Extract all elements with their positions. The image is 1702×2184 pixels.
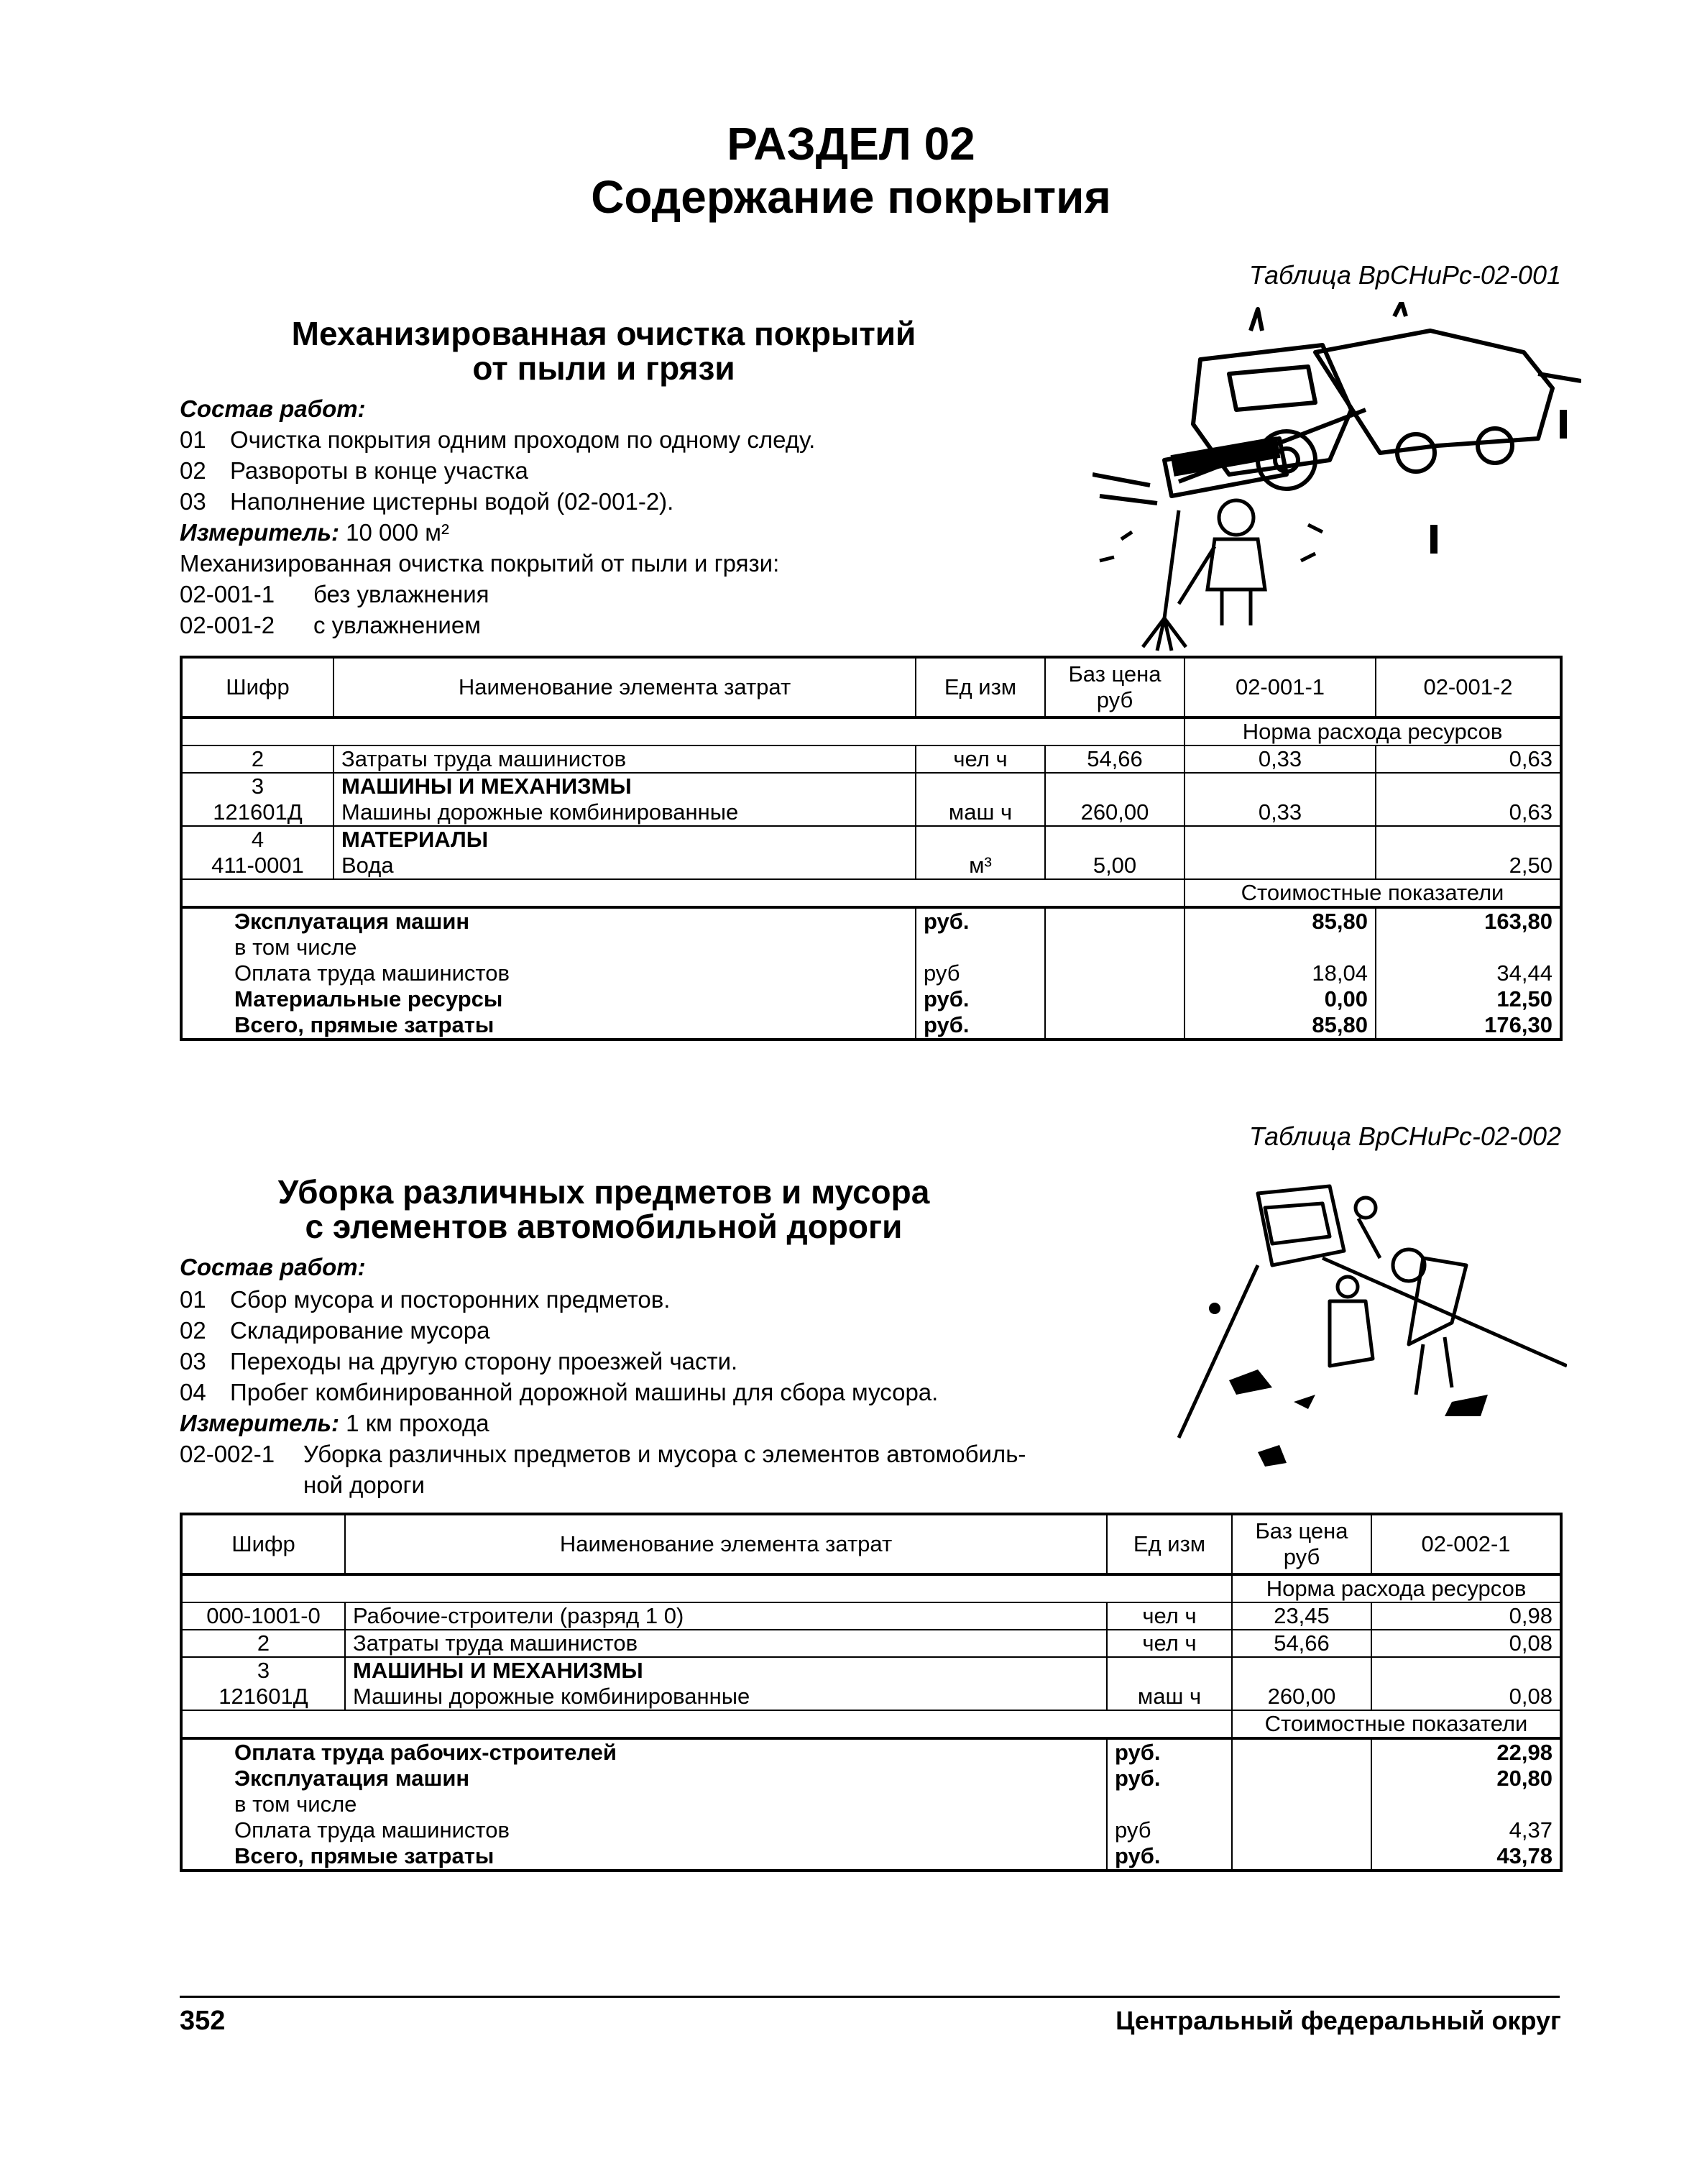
table-row: Оплата труда машинистов руб 4,37 — [181, 1817, 1561, 1843]
table1-title — [180, 316, 1028, 385]
table-row: 411-0001 Вода м³ 5,00 2,50 — [181, 853, 1561, 879]
list-item: 01 Очистка покрытия одним проходом по одному следу. — [180, 426, 816, 453]
list-item: 02 Складирование мусора — [180, 1317, 490, 1344]
list-item: 03 Наполнение цистерны водой (02-001-2). — [180, 488, 674, 515]
table-row: 000-1001-0 Рабочие-строители (разряд 1 0) чел ч 23,45 0,98 — [181, 1602, 1561, 1630]
list-item: 02-001-1 без увлажнения — [180, 581, 489, 607]
table2-title-line1: Уборка различных предметов и мусора — [277, 1173, 930, 1211]
col-header-price: Баз цена руб — [1045, 657, 1184, 717]
variant-line-cont: ной дороги — [303, 1472, 425, 1498]
col-header-variant-1: 02-002-1 — [1371, 1514, 1561, 1574]
table-row: Эксплуатация машин руб. 85,80 163,80 — [181, 907, 1561, 935]
col-header-name: Наименование элемента затрат — [345, 1514, 1107, 1574]
table-header-row — [181, 1514, 1561, 1574]
table-row: в том числе — [181, 1791, 1561, 1817]
table-row: 3 МАШИНЫ И МЕХАНИЗМЫ — [181, 773, 1561, 799]
works-list-2 — [180, 1284, 1026, 1500]
table-row: Всего, прямые затраты руб. 43,78 — [181, 1843, 1561, 1871]
table-row: 2 Затраты труда машинистов чел ч 54,66 0,33 0,63 — [181, 745, 1561, 773]
works-label-1: Состав работ: — [180, 395, 366, 422]
table-row: 2 Затраты труда машинистов чел ч 54,66 0,08 — [181, 1630, 1561, 1657]
norm-label: Норма расхода ресурсов — [1184, 717, 1561, 745]
table-ref-1: Таблица ВрСНиРс-02-001 — [1248, 260, 1561, 290]
cost-table-2 — [180, 1513, 1563, 1872]
list-item: 03 Переходы на другую сторону проезжей части. — [180, 1348, 738, 1375]
cost-table-1 — [180, 656, 1563, 1041]
table-row: Оплата труда рабочих-строителей руб. 22,98 — [181, 1738, 1561, 1766]
norm-band — [181, 1574, 1561, 1602]
table-row: 121601Д Машины дорожные комбинированные маш ч 260,00 0,08 — [181, 1684, 1561, 1710]
table-row: 4 МАТЕРИАЛЫ — [181, 826, 1561, 853]
cost-band — [181, 1710, 1561, 1738]
table1-title-line1: Механизированная очистка покрытий — [291, 315, 916, 352]
col-header-unit: Ед изм — [916, 657, 1045, 717]
debris-cleanup-illustration — [1150, 1179, 1567, 1467]
cost-label: Стоимостные показатели — [1184, 879, 1561, 907]
table-header-row — [181, 657, 1561, 717]
list-item: 02 Развороты в конце участка — [180, 457, 528, 484]
table-row: Всего, прямые затраты руб. 85,80 176,30 — [181, 1012, 1561, 1040]
col-header-variant-1: 02-001-1 — [1184, 657, 1376, 717]
table-row: 121601Д Машины дорожные комбинированные маш ч 260,00 0,33 0,63 — [181, 799, 1561, 826]
works-list-1 — [180, 424, 815, 641]
list-item: 04 Пробег комбинированной дорожной машины для сбора мусора. — [180, 1379, 939, 1405]
col-header-code: Шифр — [181, 657, 334, 717]
table2-title — [180, 1175, 1028, 1244]
list-item: 02-001-2 с увлажнением — [180, 612, 481, 638]
table-row: Оплата труда машинистов руб 18,04 34,44 — [181, 960, 1561, 986]
table1-title-line2: от пыли и грязи — [472, 349, 735, 387]
footer-region: Центральный федеральный округ — [1116, 2006, 1561, 2035]
cost-band — [181, 879, 1561, 907]
table-row: в том числе — [181, 935, 1561, 960]
table-row: 3 МАШИНЫ И МЕХАНИЗМЫ — [181, 1657, 1561, 1684]
col-header-code: Шифр — [181, 1514, 345, 1574]
col-header-variant-2: 02-001-2 — [1376, 657, 1561, 717]
meter-line: Измеритель: 10 000 м² — [180, 519, 449, 546]
table-row: Эксплуатация машин руб. 20,80 — [181, 1766, 1561, 1791]
section-title: Содержание покрытия — [591, 171, 1111, 223]
col-header-unit: Ед изм — [1107, 1514, 1232, 1574]
variant-line: 02-002-1 Уборка различных предметов и мусора с элементов автомобиль- — [180, 1441, 1026, 1467]
table-row: Материальные ресурсы руб. 0,00 12,50 — [181, 986, 1561, 1012]
description-line: Механизированная очистка покрытий от пыли и грязи: — [180, 550, 780, 577]
list-item: 01 Сбор мусора и посторонних предметов. — [180, 1286, 671, 1313]
page-number: 352 — [180, 2006, 226, 2036]
cost-label: Стоимостные показатели — [1232, 1710, 1561, 1738]
col-header-price: Баз цена руб — [1232, 1514, 1371, 1574]
table-ref-2: Таблица ВрСНиРс-02-002 — [1248, 1121, 1561, 1151]
norm-band — [181, 717, 1561, 745]
norm-label: Норма расхода ресурсов — [1232, 1574, 1561, 1602]
works-label-2: Состав работ: — [180, 1254, 366, 1280]
col-header-name: Наименование элемента затрат — [334, 657, 916, 717]
sweeper-truck-illustration — [1092, 302, 1581, 654]
meter-line: Измеритель: 1 км прохода — [180, 1410, 489, 1436]
table2-title-line2: с элементов автомобильной дороги — [305, 1208, 903, 1245]
section-number: РАЗДЕЛ 02 — [727, 118, 975, 170]
footer-divider — [180, 1996, 1560, 1998]
